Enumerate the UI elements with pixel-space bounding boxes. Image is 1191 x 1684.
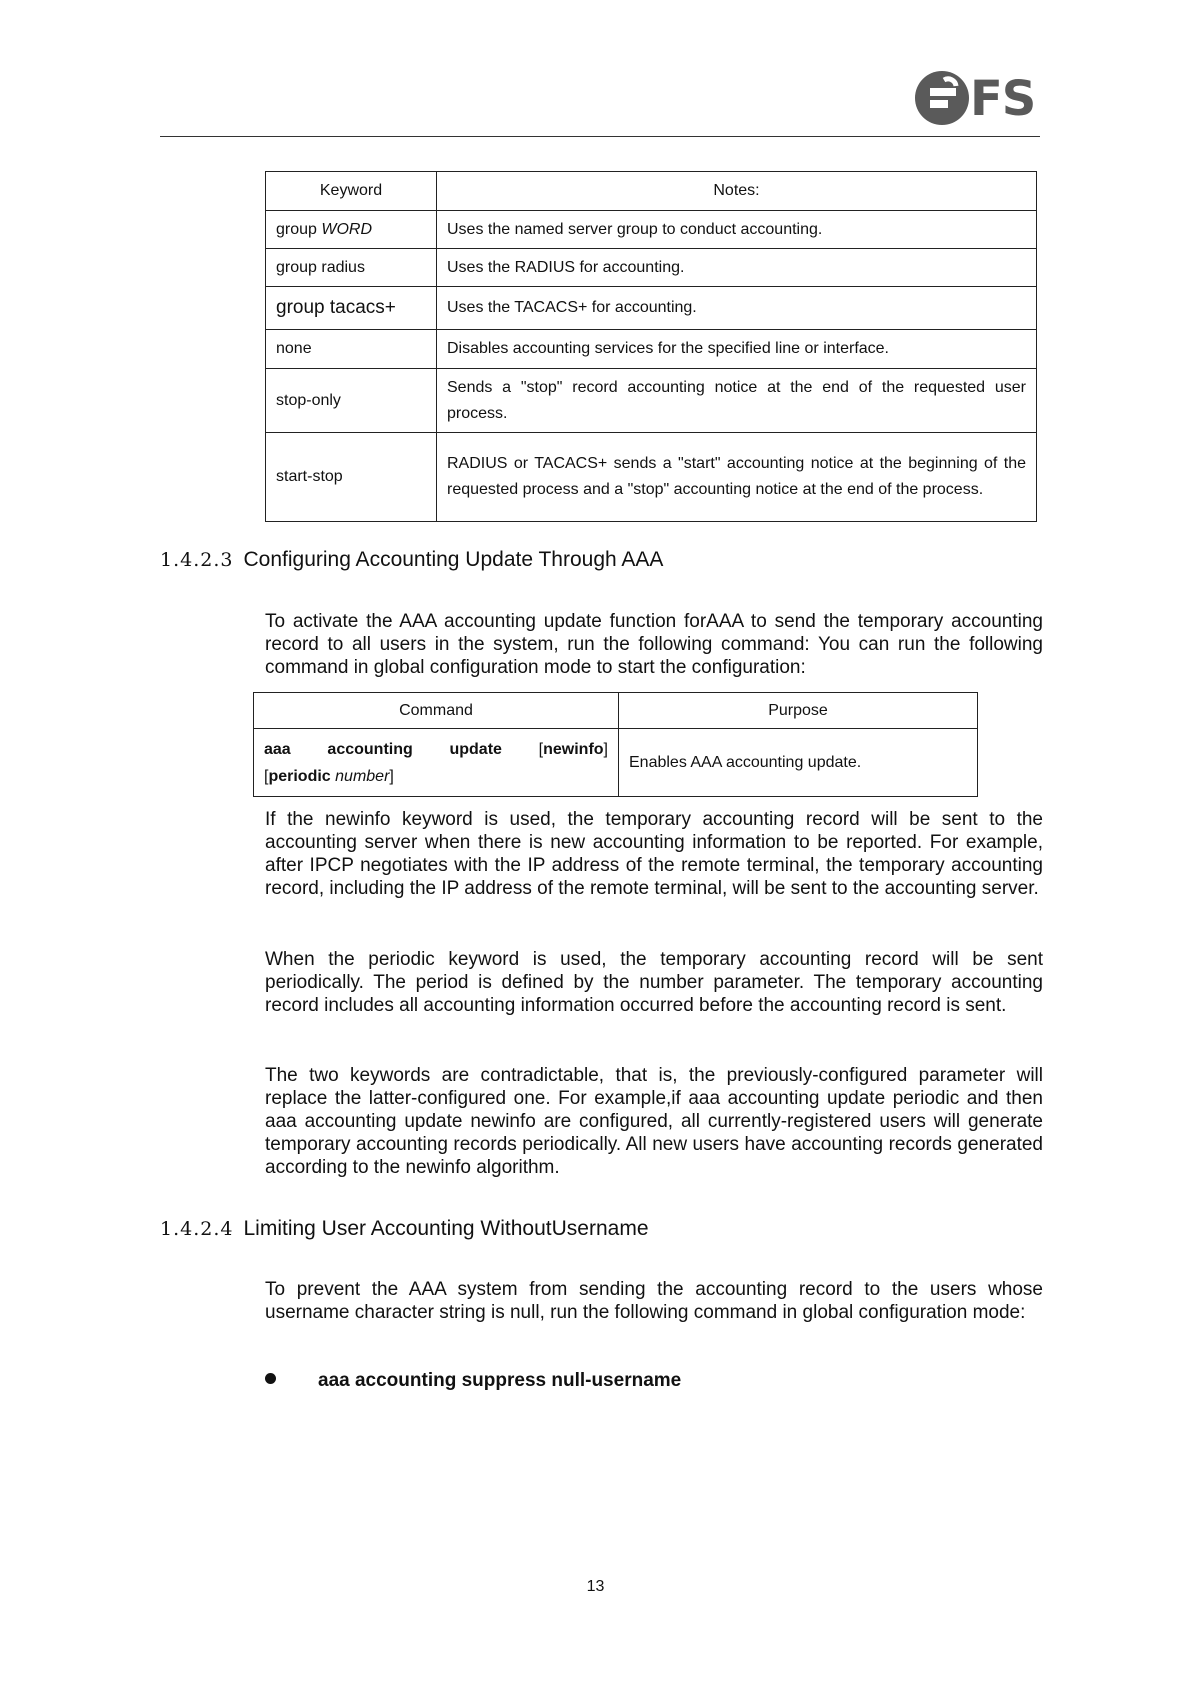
keyword-cell: none [266,330,437,369]
keyword-cell: group WORD [266,211,437,249]
table-header-row [266,172,1037,211]
intro-paragraph: To prevent the AAA system from sending the accounting record to the users whose username character string is null, run the following command in global configuration mode: [265,1279,1043,1323]
command-table [253,692,978,797]
command-line-2: [periodic number] [264,767,394,785]
section-number: 1.4.2.4 [160,1218,234,1240]
keyword-table [265,171,1037,522]
header-command: Command [254,693,619,729]
section-title: Configuring Accounting Update Through AAA [243,548,664,571]
section-number: 1.4.2.3 [160,549,234,571]
page-number: 13 [586,1578,605,1595]
bullet-command: aaa accounting suppress null-username [318,1370,682,1391]
notes-cell: Sends a "stop" record accounting notice at the end of the requested user process. [437,369,1037,433]
fs-logo-icon [914,66,970,128]
intro-paragraph: To activate the AAA accounting update function forAAA to send the temporary accounting record to all users in the system, run the following command: You can run the following command in global configuration mode to start the configuration: [265,611,1043,678]
paragraph-contradict: The two keywords are contradictable, that is, the previously-configured parameter will replace the latter-configured one. For example,if aaa accounting update periodic and then aaa accounting update newinfo are configured, all currently-registered users will generate temporary accounting records periodically. All new users have accounting records generated according to the newinfo algorithm. [265,1065,1043,1178]
notes-cell: Uses the named server group to conduct accounting. [437,211,1037,249]
logo-text: FS [970,71,1036,127]
keyword-cell: start-stop [266,433,437,522]
table-row [254,729,978,797]
table-row [266,433,1037,522]
header-notes: Notes: [437,172,1037,211]
keyword-cell: group radius [266,249,437,287]
purpose-cell: Enables AAA accounting update. [619,729,978,797]
notes-cell: Disables accounting services for the specified line or interface. [437,330,1037,369]
bullet-dot-icon [265,1373,276,1384]
header-keyword: Keyword [266,172,437,211]
paragraph-periodic: When the periodic keyword is used, the temporary accounting record will be sent periodically. The period is defined by the number parameter. The temporary accounting record includes all accounting information occurred before the accounting record is sent. [265,949,1043,1016]
notes-cell: Uses the RADIUS for accounting. [437,249,1037,287]
command-line-1: aaa accounting update [newinfo] [264,740,608,758]
table-row [266,369,1037,433]
table-row [266,330,1037,369]
header-purpose: Purpose [619,693,978,729]
table-header-row [254,693,978,729]
notes-cell: Uses the TACACS+ for accounting. [437,287,1037,330]
keyword-cell: group tacacs+ [266,287,437,330]
fs-logo [914,66,1040,132]
header-rule [160,136,1040,137]
table-row [266,211,1037,249]
paragraph-newinfo: If the newinfo keyword is used, the temporary accounting record will be sent to the accounting server when there is new accounting information to be reported. For example, after IPCP negotiates with the IP address of the remote terminal, the temporary accounting record, including the IP address of the remote terminal, will be sent to the accounting server. [265,809,1043,899]
bullet-item [265,1370,681,1392]
command-cell [254,729,619,797]
table-row [266,287,1037,330]
keyword-cell: stop-only [266,369,437,433]
section-heading-1423 [160,548,663,572]
section-title: Limiting User Accounting WithoutUsername [243,1217,649,1240]
notes-cell: RADIUS or TACACS+ sends a "start" accounting notice at the beginning of the requested process and a "stop" accounting notice at the end of the process. [437,433,1037,522]
table-row [266,249,1037,287]
section-heading-1424 [160,1217,649,1241]
